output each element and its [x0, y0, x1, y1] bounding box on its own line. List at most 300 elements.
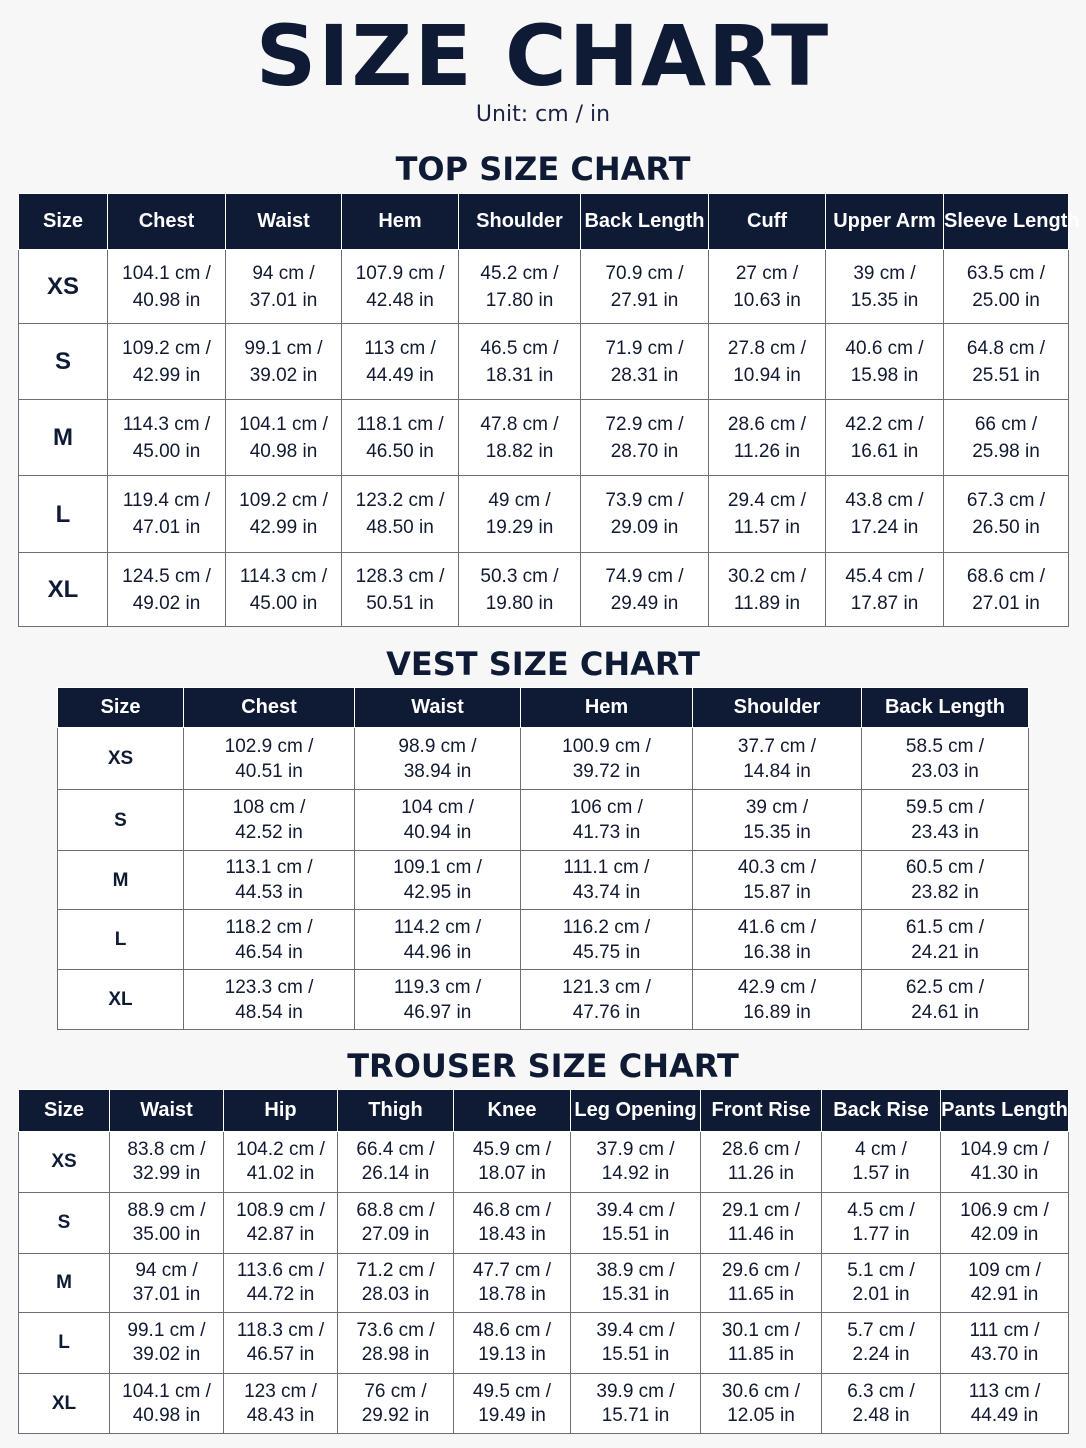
inch-value: 47.01 in: [132, 517, 201, 538]
inch-value: 35.00 in: [132, 1224, 201, 1245]
measurement-cell: [571, 1254, 701, 1313]
table-row: [19, 1254, 1069, 1313]
inch-value: 48.50 in: [366, 517, 434, 538]
measurement-cell: [355, 790, 521, 851]
column-header-front-rise: Front Rise: [701, 1090, 822, 1132]
measurement-cell: [224, 1132, 338, 1193]
cm-value: 4.5 cm /: [847, 1200, 915, 1221]
cm-value: 64.8 cm /: [966, 337, 1046, 359]
inch-value: 42.87 in: [246, 1224, 315, 1245]
inch-value: 46.97 in: [403, 1001, 472, 1023]
inch-value: 25.00 in: [972, 289, 1040, 311]
size-label: XL: [58, 970, 184, 1030]
size-label: S: [58, 790, 184, 851]
cm-value: 118.1 cm /: [356, 413, 444, 435]
inch-value: 19.80 in: [485, 592, 554, 614]
cm-value: 104.1 cm /: [122, 1380, 211, 1402]
cm-value: 30.6 cm /: [721, 1380, 801, 1402]
measurement-cell: [226, 476, 342, 553]
cm-value: 28.6 cm /: [727, 413, 807, 435]
size-label: XL: [19, 1374, 110, 1434]
inch-value: 40.51 in: [235, 760, 303, 782]
column-header-shoulder: Shoulder: [459, 194, 581, 250]
measurement-cell: [571, 1313, 701, 1374]
cm-value: 107.9 cm /: [355, 262, 445, 284]
inch-value: 29.49 in: [610, 592, 679, 614]
inch-value: 39.02 in: [249, 364, 318, 386]
column-header-leg-opening: Leg Opening: [571, 1090, 701, 1132]
cm-value: 30.1 cm /: [721, 1320, 801, 1341]
inch-value: 10.94 in: [733, 364, 801, 386]
cm-value: 39.4 cm /: [596, 1320, 675, 1341]
cm-value: 72.9 cm /: [605, 413, 684, 435]
inch-value: 1.57 in: [852, 1163, 910, 1184]
inch-value: 16.61 in: [850, 440, 919, 462]
cm-value: 29.1 cm /: [721, 1200, 801, 1221]
inch-value: 23.03 in: [911, 760, 979, 782]
column-header-size: Size: [58, 688, 184, 728]
column-header-chest: Chest: [108, 194, 226, 250]
cm-value: 30.2 cm /: [727, 565, 807, 587]
column-header-thigh: Thigh: [338, 1090, 454, 1132]
column-header-shoulder: Shoulder: [693, 688, 862, 728]
measurement-cell: [459, 476, 581, 553]
cm-value: 45.2 cm /: [480, 262, 559, 284]
inch-value: 11.26 in: [727, 1163, 795, 1184]
cm-value: 109 cm /: [968, 1260, 1041, 1281]
measurement-cell: [184, 728, 355, 790]
measurement-cell: [454, 1193, 571, 1254]
cm-value: 109.2 cm /: [239, 490, 328, 511]
top-size-table: [18, 193, 1080, 627]
measurement-cell: [342, 476, 459, 553]
measurement-cell: [862, 790, 1029, 851]
inch-value: 15.31 in: [601, 1284, 670, 1305]
inch-value: 38.94 in: [403, 760, 472, 782]
cm-value: 49 cm /: [488, 490, 551, 511]
cm-value: 63.5 cm /: [966, 262, 1046, 284]
measurement-cell: [108, 400, 226, 476]
table-row: [58, 728, 1029, 790]
inch-value: 19.49 in: [478, 1404, 546, 1426]
measurement-cell: [693, 851, 862, 910]
cm-value: 123.3 cm /: [224, 976, 314, 998]
trouser-size-table: [18, 1089, 1069, 1434]
cm-value: 58.5 cm /: [905, 735, 985, 757]
inch-value: 40.98 in: [132, 289, 201, 311]
measurement-cell: [944, 476, 1069, 553]
trouser-chart-title: TROUSER SIZE CHART: [347, 1047, 739, 1085]
measurement-cell: [581, 400, 709, 476]
inch-value: 18.78 in: [478, 1284, 546, 1305]
column-header-chest: Chest: [184, 688, 355, 728]
inch-value: 11.85 in: [727, 1344, 795, 1365]
cm-value: 47.8 cm /: [480, 413, 559, 435]
cm-value: 66 cm /: [974, 413, 1038, 435]
column-header-pants-length: Pants Length: [941, 1090, 1069, 1132]
measurement-cell: [342, 250, 459, 324]
measurement-cell: [338, 1374, 454, 1434]
inch-value: 46.54 in: [235, 941, 303, 963]
measurement-cell: [571, 1193, 701, 1254]
measurement-cell: [709, 324, 826, 400]
measurement-cell: [693, 910, 862, 970]
cm-value: 94 cm /: [135, 1260, 198, 1281]
measurement-cell: [108, 553, 226, 627]
cm-value: 104.9 cm /: [960, 1139, 1049, 1160]
inch-value: 24.21 in: [911, 941, 979, 963]
measurement-cell: [941, 1193, 1069, 1254]
cm-value: 71.2 cm /: [356, 1260, 435, 1281]
measurement-cell: [571, 1374, 701, 1434]
cm-value: 98.9 cm /: [398, 735, 477, 757]
size-label: S: [19, 324, 108, 400]
measurement-cell: [701, 1193, 822, 1254]
inch-value: 42.95 in: [403, 882, 472, 903]
inch-value: 15.87 in: [743, 882, 811, 903]
cm-value: 114.2 cm /: [393, 916, 482, 938]
table-row: [19, 1374, 1069, 1434]
cm-value: 70.9 cm /: [605, 262, 684, 284]
table-row: [58, 970, 1029, 1030]
inch-value: 41.02 in: [246, 1163, 315, 1184]
measurement-cell: [459, 250, 581, 324]
inch-value: 42.99 in: [249, 517, 318, 538]
cm-value: 40.6 cm /: [845, 337, 924, 359]
inch-value: 15.51 in: [601, 1224, 670, 1245]
cm-value: 68.8 cm /: [356, 1200, 435, 1221]
cm-value: 94 cm /: [252, 262, 315, 284]
cm-value: 40.3 cm /: [737, 857, 817, 878]
inch-value: 43.74 in: [572, 882, 641, 903]
inch-value: 42.09 in: [970, 1224, 1039, 1245]
cm-value: 37.7 cm /: [737, 735, 817, 757]
inch-value: 46.57 in: [246, 1344, 315, 1365]
size-label: XL: [19, 553, 108, 627]
inch-value: 15.98 in: [850, 364, 919, 386]
inch-value: 40.98 in: [132, 1404, 201, 1426]
measurement-cell: [338, 1313, 454, 1374]
cm-value: 113 cm /: [968, 1380, 1041, 1402]
inch-value: 26.50 in: [972, 517, 1040, 538]
cm-value: 28.6 cm /: [721, 1139, 801, 1160]
cm-value: 116.2 cm /: [562, 916, 651, 938]
cm-value: 104.1 cm /: [122, 262, 211, 284]
cm-value: 118.2 cm /: [225, 916, 313, 938]
inch-value: 2.01 in: [852, 1284, 910, 1305]
column-header-upper-arm: Upper Arm: [826, 194, 944, 250]
trouser-header-row: [19, 1090, 1069, 1132]
cm-value: 29.4 cm /: [727, 490, 807, 511]
column-header-waist: Waist: [226, 194, 342, 250]
cm-value: 123.2 cm /: [355, 490, 445, 511]
cm-value: 46.5 cm /: [480, 337, 559, 359]
measurement-cell: [822, 1374, 941, 1434]
cm-value: 71.9 cm /: [605, 337, 684, 359]
measurement-cell: [342, 324, 459, 400]
measurement-cell: [701, 1374, 822, 1434]
measurement-cell: [944, 553, 1069, 627]
cm-value: 38.9 cm /: [596, 1260, 675, 1281]
table-row: [58, 910, 1029, 970]
cm-value: 67.3 cm /: [966, 490, 1046, 511]
inch-value: 40.98 in: [249, 440, 318, 462]
measurement-cell: [226, 324, 342, 400]
cm-value: 60.5 cm /: [905, 857, 985, 878]
inch-value: 43.70 in: [970, 1344, 1039, 1365]
cm-value: 61.5 cm /: [905, 916, 985, 938]
cm-value: 102.9 cm /: [224, 735, 314, 757]
cm-value: 83.8 cm /: [127, 1139, 206, 1160]
measurement-cell: [944, 324, 1069, 400]
inch-value: 50.51 in: [366, 592, 434, 614]
inch-value: 2.24 in: [852, 1344, 910, 1365]
inch-value: 46.50 in: [366, 440, 434, 462]
cm-value: 104.1 cm /: [239, 413, 328, 435]
measurement-cell: [826, 400, 944, 476]
inch-value: 17.80 in: [485, 289, 554, 311]
measurement-cell: [184, 910, 355, 970]
inch-value: 11.65 in: [727, 1284, 795, 1305]
size-label: XS: [58, 728, 184, 790]
inch-value: 41.30 in: [970, 1163, 1039, 1184]
inch-value: 32.99 in: [132, 1163, 201, 1184]
cm-value: 50.3 cm /: [480, 565, 559, 587]
measurement-cell: [224, 1374, 338, 1434]
measurement-cell: [521, 851, 693, 910]
table-row: [19, 324, 1069, 400]
table-row: [19, 1193, 1069, 1254]
inch-value: 45.00 in: [132, 440, 201, 462]
inch-value: 28.98 in: [361, 1344, 430, 1365]
size-label: M: [19, 1254, 110, 1313]
inch-value: 15.35 in: [850, 289, 919, 311]
cm-value: 76 cm /: [364, 1380, 427, 1402]
inch-value: 14.92 in: [601, 1163, 670, 1184]
column-header-knee: Knee: [454, 1090, 571, 1132]
cm-value: 6.3 cm /: [847, 1380, 915, 1402]
inch-value: 1.77 in: [852, 1224, 910, 1245]
inch-value: 12.05 in: [727, 1404, 795, 1426]
cm-value: 99.1 cm /: [244, 337, 323, 359]
inch-value: 18.82 in: [485, 440, 554, 462]
cm-value: 108 cm /: [232, 797, 306, 818]
cm-value: 39.4 cm /: [596, 1200, 675, 1221]
column-header-hem: Hem: [521, 688, 693, 728]
cm-value: 62.5 cm /: [905, 976, 985, 998]
measurement-cell: [226, 553, 342, 627]
inch-value: 28.31 in: [610, 364, 679, 386]
measurement-cell: [862, 910, 1029, 970]
cm-value: 99.1 cm /: [127, 1320, 206, 1341]
column-header-hip: Hip: [224, 1090, 338, 1132]
page-title: SIZE CHART: [255, 7, 831, 105]
column-header-hem: Hem: [342, 194, 459, 250]
column-header-back-length: Back Length: [862, 688, 1029, 728]
measurement-cell: [944, 250, 1069, 324]
cm-value: 41.6 cm /: [737, 916, 817, 938]
vest-size-table: [57, 687, 1029, 1030]
cm-value: 49.5 cm /: [472, 1380, 552, 1402]
cm-value: 45.9 cm /: [472, 1139, 552, 1160]
inch-value: 11.89 in: [733, 592, 801, 614]
measurement-cell: [709, 553, 826, 627]
measurement-cell: [826, 553, 944, 627]
cm-value: 104 cm /: [401, 797, 474, 818]
measurement-cell: [184, 790, 355, 851]
inch-value: 18.07 in: [478, 1163, 546, 1184]
measurement-cell: [226, 400, 342, 476]
table-row: [19, 553, 1069, 627]
table-row: [19, 400, 1069, 476]
measurement-cell: [693, 970, 862, 1030]
cm-value: 119.4 cm /: [122, 490, 211, 511]
inch-value: 19.29 in: [485, 517, 554, 538]
cm-value: 29.6 cm /: [721, 1260, 801, 1281]
cm-value: 121.3 cm /: [562, 976, 651, 998]
measurement-cell: [941, 1132, 1069, 1193]
inch-value: 27.09 in: [361, 1224, 430, 1245]
inch-value: 44.72 in: [246, 1284, 315, 1305]
measurement-cell: [709, 250, 826, 324]
column-header-size: Size: [19, 1090, 110, 1132]
cm-value: 5.7 cm /: [847, 1320, 915, 1341]
inch-value: 42.52 in: [235, 822, 303, 843]
measurement-cell: [701, 1313, 822, 1374]
cm-value: 106 cm /: [570, 797, 643, 818]
measurement-cell: [822, 1132, 941, 1193]
cm-value: 111.1 cm /: [563, 857, 650, 878]
measurement-cell: [521, 728, 693, 790]
measurement-cell: [693, 728, 862, 790]
cm-value: 104.2 cm /: [236, 1139, 325, 1160]
size-label: M: [58, 851, 184, 910]
measurement-cell: [224, 1254, 338, 1313]
measurement-cell: [454, 1313, 571, 1374]
inch-value: 25.51 in: [972, 364, 1040, 386]
cm-value: 47.7 cm /: [472, 1260, 552, 1281]
measurement-cell: [108, 324, 226, 400]
cm-value: 45.4 cm /: [845, 565, 924, 587]
measurement-cell: [355, 728, 521, 790]
column-header-waist: Waist: [110, 1090, 224, 1132]
inch-value: 47.76 in: [572, 1001, 641, 1023]
table-row: [58, 790, 1029, 851]
inch-value: 16.89 in: [743, 1001, 811, 1023]
vest-chart-title: VEST SIZE CHART: [386, 645, 700, 683]
cm-value: 106.9 cm /: [960, 1200, 1049, 1221]
inch-value: 2.48 in: [852, 1404, 910, 1426]
measurement-cell: [459, 324, 581, 400]
inch-value: 18.43 in: [478, 1224, 546, 1245]
inch-value: 42.99 in: [132, 364, 201, 386]
cm-value: 123 cm /: [244, 1380, 317, 1402]
table-row: [19, 1132, 1069, 1193]
measurement-cell: [355, 851, 521, 910]
column-header-size: Size: [19, 194, 108, 250]
measurement-cell: [184, 970, 355, 1030]
measurement-cell: [826, 324, 944, 400]
measurement-cell: [110, 1254, 224, 1313]
cm-value: 88.9 cm /: [127, 1200, 206, 1221]
inch-value: 15.51 in: [601, 1344, 670, 1365]
inch-value: 37.01 in: [249, 289, 318, 311]
inch-value: 15.35 in: [743, 822, 811, 843]
inch-value: 19.13 in: [478, 1344, 546, 1365]
cm-value: 27.8 cm /: [727, 337, 807, 359]
inch-value: 23.82 in: [911, 882, 979, 903]
cm-value: 109.1 cm /: [393, 857, 482, 878]
inch-value: 49.02 in: [132, 592, 201, 614]
measurement-cell: [110, 1132, 224, 1193]
measurement-cell: [826, 476, 944, 553]
size-label: M: [19, 400, 108, 476]
inch-value: 41.73 in: [572, 822, 641, 843]
measurement-cell: [110, 1374, 224, 1434]
measurement-cell: [521, 970, 693, 1030]
measurement-cell: [822, 1254, 941, 1313]
inch-value: 39.72 in: [572, 760, 641, 782]
top-header-row: [19, 194, 1069, 250]
size-label: L: [58, 910, 184, 970]
inch-value: 39.02 in: [132, 1344, 201, 1365]
column-header-back-rise: Back Rise: [822, 1090, 941, 1132]
cm-value: 48.6 cm /: [472, 1320, 552, 1341]
inch-value: 37.01 in: [132, 1284, 201, 1305]
measurement-cell: [941, 1374, 1069, 1434]
measurement-cell: [941, 1254, 1069, 1313]
inch-value: 48.54 in: [235, 1001, 303, 1023]
inch-value: 44.49 in: [970, 1404, 1039, 1426]
top-chart-title: TOP SIZE CHART: [395, 150, 691, 188]
cm-value: 108.9 cm /: [236, 1200, 325, 1221]
cm-value: 43.8 cm /: [845, 490, 924, 511]
inch-value: 44.96 in: [403, 941, 472, 963]
measurement-cell: [454, 1132, 571, 1193]
measurement-cell: [224, 1193, 338, 1254]
inch-value: 45.00 in: [249, 592, 318, 614]
cm-value: 114.3 cm /: [122, 413, 211, 435]
inch-value: 26.14 in: [361, 1163, 430, 1184]
inch-value: 17.87 in: [850, 592, 919, 614]
inch-value: 28.70 in: [610, 440, 679, 462]
cm-value: 73.9 cm /: [605, 490, 684, 511]
size-label: XS: [19, 250, 108, 324]
inch-value: 44.49 in: [366, 364, 434, 386]
measurement-cell: [701, 1132, 822, 1193]
table-row: [19, 1313, 1069, 1374]
measurement-cell: [581, 476, 709, 553]
measurement-cell: [521, 790, 693, 851]
measurement-cell: [822, 1313, 941, 1374]
cm-value: 27 cm /: [735, 262, 799, 284]
cm-value: 100.9 cm /: [562, 735, 651, 757]
table-row: [58, 851, 1029, 910]
measurement-cell: [693, 790, 862, 851]
cm-value: 42.2 cm /: [845, 413, 924, 435]
measurement-cell: [355, 970, 521, 1030]
cm-value: 68.6 cm /: [966, 565, 1046, 587]
measurement-cell: [110, 1313, 224, 1374]
column-header-sleeve-length: Sleeve Length: [944, 194, 1069, 250]
inch-value: 42.48 in: [366, 289, 434, 311]
measurement-cell: [521, 910, 693, 970]
measurement-cell: [581, 324, 709, 400]
inch-value: 25.98 in: [972, 440, 1040, 462]
cm-value: 73.6 cm /: [356, 1320, 435, 1341]
vest-header-row: [58, 688, 1029, 728]
inch-value: 23.43 in: [911, 822, 979, 843]
